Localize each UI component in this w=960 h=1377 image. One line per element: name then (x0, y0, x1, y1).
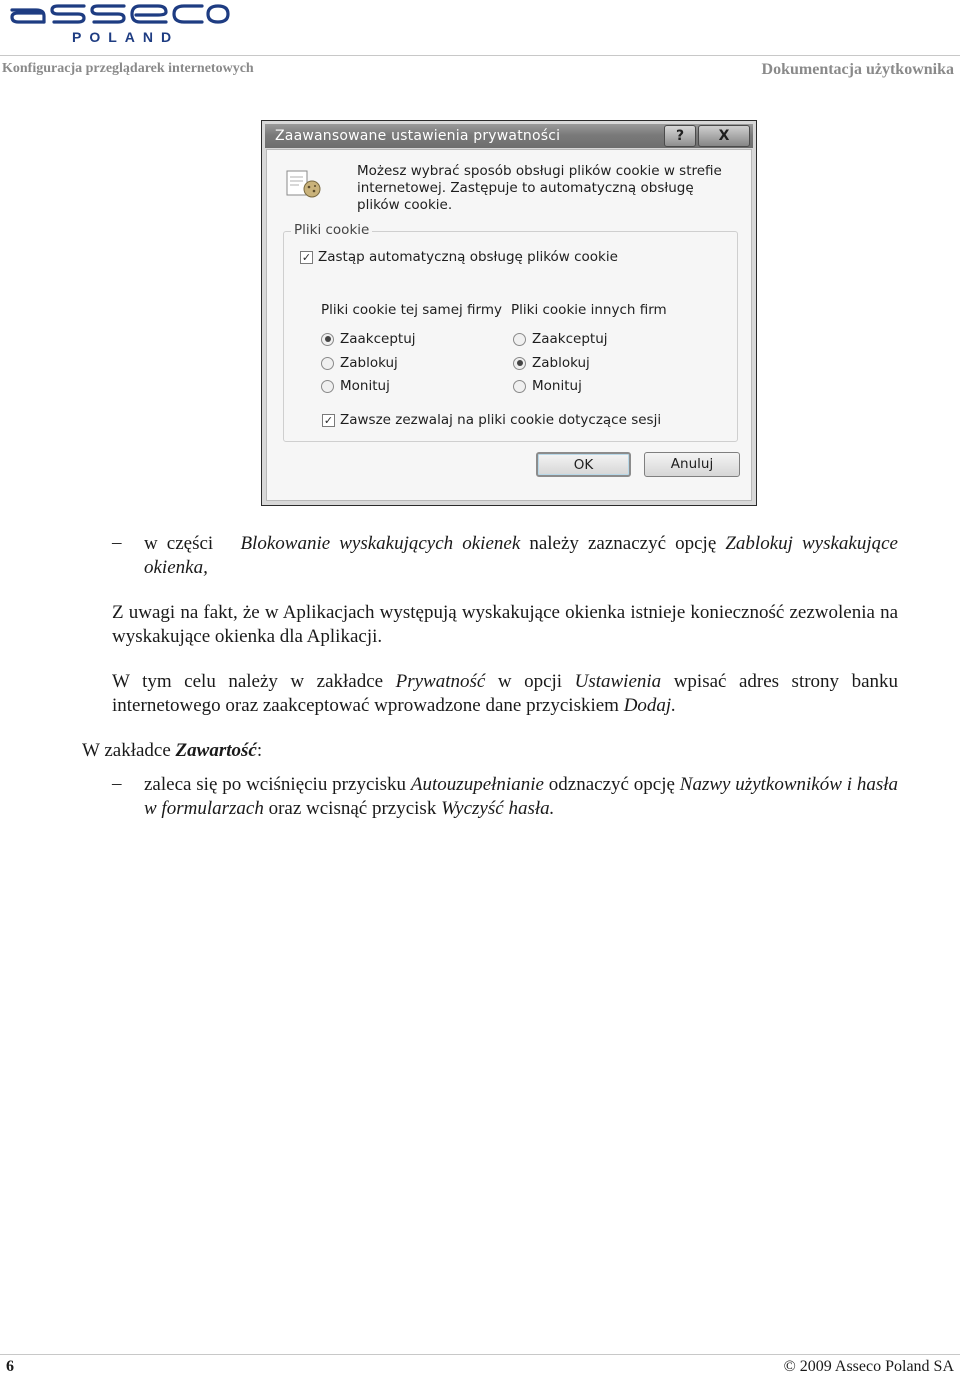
radio-icon (513, 380, 526, 393)
radio-icon (513, 333, 526, 346)
usernames-passwords-option: Nazwy użytkowników i hasła w formularzach (144, 774, 899, 819)
third-party-accept-label: Zaakceptuj (532, 331, 608, 347)
popup-apps-paragraph (112, 601, 898, 649)
help-button[interactable]: ? (664, 125, 696, 147)
asseco-logo (6, 2, 232, 46)
checkbox-checked-icon: ✓ (301, 250, 312, 264)
privacy-tab-paragraph (112, 670, 898, 718)
override-cookie-handling-checkbox[interactable] (300, 249, 618, 265)
para1-text: Z uwagi na fakt, że w Aplikacjach występują wyskakujące okienka istnieje konieczność zezwolenia na wyskakujące okienka dla Aplikacji. (112, 602, 898, 647)
first-party-cookies-title: Pliki cookie tej samej firmy (321, 302, 503, 318)
radio-selected-icon (321, 333, 334, 346)
page-number: 6 (6, 1358, 14, 1375)
cookies-group-label: Pliki cookie (291, 222, 372, 238)
bullet-dash: – (112, 773, 122, 794)
third-party-prompt-radio[interactable] (513, 378, 582, 394)
header-right-title: Dokumentacja użytkownika (761, 61, 954, 78)
footer-divider (0, 1354, 960, 1355)
close-button[interactable]: X (698, 125, 750, 147)
header-left-title: Konfiguracja przeglądarek internetowych (2, 61, 254, 76)
popup-blocking-item (144, 532, 898, 580)
logo-sub: POLAND (72, 29, 180, 45)
content-tab-label: Zawartość (175, 740, 257, 761)
first-party-accept-label: Zaakceptuj (340, 331, 416, 347)
para2-text-a: W tym celu należy w zakładce (112, 671, 384, 692)
radio-icon (321, 380, 334, 393)
ok-button[interactable]: OK (536, 452, 631, 477)
autocomplete-item (144, 773, 898, 821)
content-tab-heading (82, 739, 898, 763)
para2-text-e: wpisać adres strony banku internetowego oraz zaakceptować wprowadzone dane przyciskiem (112, 671, 899, 716)
item2-text-a: zaleca się po wciśnięciu przycisku (144, 774, 407, 795)
first-party-prompt-label: Monituj (340, 378, 390, 394)
radio-icon (321, 357, 334, 370)
item1-text-c: należy zaznaczyć opcję (529, 533, 717, 554)
third-party-cookies-title: Pliki cookie innych firm (511, 302, 667, 318)
footer-copyright: © 2009 Asseco Poland SA (783, 1358, 954, 1375)
cookie-settings-icon (285, 167, 325, 199)
dialog-intro-text: Możesz wybrać sposób obsługi plików cookie w strefie internetowej. Zastępuje to automatyczną obsługę plików cookie. (357, 163, 722, 213)
privacy-settings-dialog (261, 120, 757, 506)
bullet-dash: – (112, 532, 122, 553)
override-checkbox-label: Zastąp automatyczną obsługę plików cookie (318, 249, 618, 265)
first-party-block-label: Zablokuj (340, 355, 398, 371)
first-party-block-radio[interactable] (321, 355, 398, 371)
session-cookies-checkbox[interactable] (322, 412, 661, 428)
dialog-titlebar[interactable] (265, 124, 753, 148)
item1-text-a: w części (144, 533, 214, 554)
para2-text-c: w opcji (497, 671, 563, 692)
third-party-block-label: Zablokuj (532, 355, 590, 371)
dialog-title: Zaawansowane ustawienia prywatności (275, 128, 561, 144)
third-party-accept-radio[interactable] (513, 331, 608, 347)
third-party-block-radio[interactable] (513, 355, 590, 371)
checkbox-checked-icon: ✓ (323, 413, 334, 427)
radio-selected-icon (513, 357, 526, 370)
item2-text-c: odznaczyć opcję (548, 774, 675, 795)
para3-text-a: W zakładce (82, 740, 171, 761)
autocomplete-button-label: Autouzupełnianie (410, 774, 544, 795)
add-button-label: Dodaj. (623, 695, 676, 716)
item1-popup-blocking-label: Blokowanie wyskakujących okienek (240, 533, 521, 554)
item1-block-popups-option: Zablokuj wyskakujące okienka, (144, 533, 898, 578)
first-party-accept-radio[interactable] (321, 331, 416, 347)
header-divider (0, 55, 960, 56)
third-party-prompt-label: Monituj (532, 378, 582, 394)
para3-colon: : (256, 740, 263, 761)
item2-text-e: oraz wcisnąć przycisk (268, 798, 437, 819)
clear-passwords-button-label: Wyczyść hasła. (441, 798, 555, 819)
privacy-tab-label: Prywatność (395, 671, 486, 692)
first-party-prompt-radio[interactable] (321, 378, 390, 394)
session-checkbox-label: Zawsze zezwalaj na pliki cookie dotyczące sesji (340, 412, 662, 428)
cancel-button[interactable]: Anuluj (644, 452, 740, 477)
settings-option-label: Ustawienia (574, 671, 662, 692)
dialog-body (266, 149, 752, 501)
